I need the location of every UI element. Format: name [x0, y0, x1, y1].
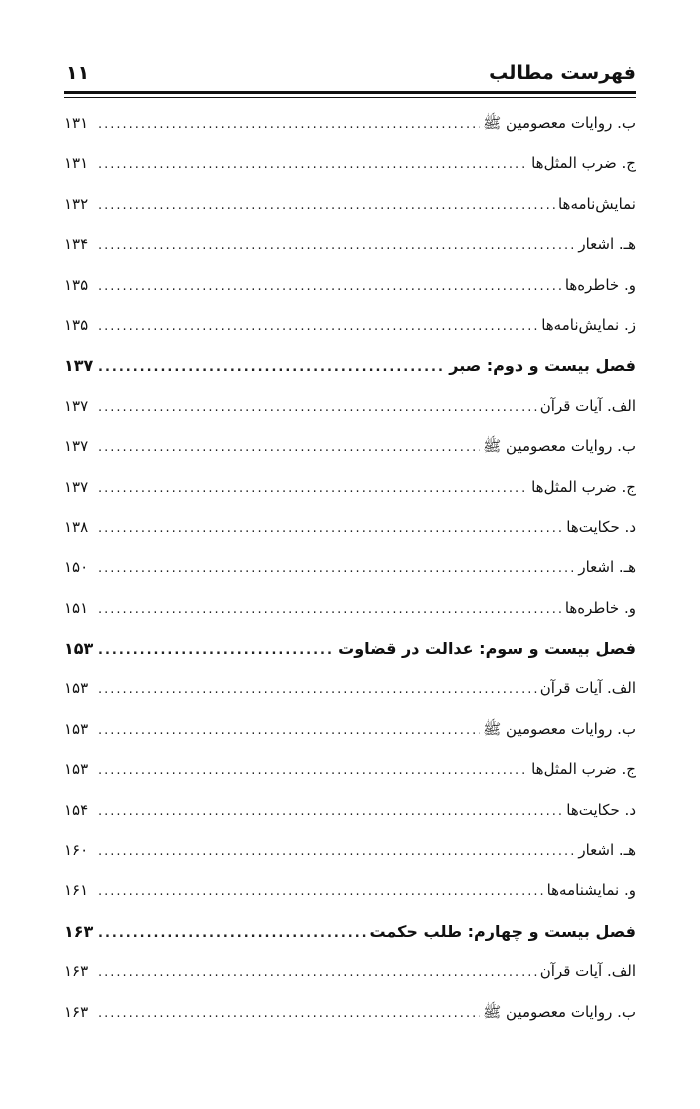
- toc-entry-page: ۱۳۴: [64, 235, 89, 254]
- toc-entry-title: نمایش‌نامه‌ها: [557, 194, 636, 213]
- toc-entry: [64, 881, 636, 921]
- toc-entry-title: الف. آیات قرآن: [539, 962, 636, 981]
- toc-entry-page: ۱۵۴: [64, 800, 89, 819]
- toc-chapter-title: فصل بیست و چهارم: طلب حکمت: [369, 921, 636, 941]
- toc-entry-title: ج. ضرب المثل‌ها: [531, 760, 636, 779]
- toc-entry-page: ۱۶۳: [64, 1002, 89, 1021]
- toc-entry: [64, 114, 636, 154]
- toc-entry-page: ۱۳۷: [64, 396, 89, 415]
- toc-entry-page: ۱۳۷: [64, 356, 94, 376]
- page-title: فهرست مطالب: [489, 62, 636, 84]
- toc-entry-page: ۱۳۵: [64, 275, 89, 294]
- toc-dot-leader: [98, 360, 446, 375]
- toc-dot-leader: [98, 279, 562, 294]
- toc-entry: [64, 841, 636, 881]
- toc-entry-page: ۱۳۷: [64, 437, 89, 456]
- toc-entry-title: الف. آیات قرآن: [539, 679, 636, 698]
- toc-entry-page: ۱۵۳: [64, 639, 94, 659]
- toc-entry: [64, 397, 636, 437]
- header-rule-thin: [64, 97, 636, 98]
- toc-entry-page: ۱۵۳: [64, 760, 89, 779]
- toc-dot-leader: [98, 117, 480, 132]
- toc-entry-page: ۱۶۱: [64, 881, 89, 900]
- toc-entry-page: ۱۵۱: [64, 598, 89, 617]
- toc-entry-title: ب. روایات معصومین ﷺ: [483, 1002, 636, 1021]
- toc-entry: [64, 801, 636, 841]
- toc-dot-leader: [98, 521, 563, 536]
- toc-dot-leader: [98, 763, 528, 778]
- toc-entry-title: الف. آیات قرآن: [539, 396, 636, 415]
- toc-entry-page: ۱۳۲: [64, 194, 89, 213]
- toc-entry-page: ۱۳۷: [64, 477, 89, 496]
- toc-dot-leader: [98, 844, 575, 859]
- toc-entry: [64, 195, 636, 235]
- toc-entry-title: د. حکایت‌ها: [566, 800, 636, 819]
- toc-dot-leader: [98, 1006, 480, 1021]
- toc-entry-title: هـ. اشعار: [578, 558, 636, 577]
- toc-dot-leader: [98, 157, 528, 172]
- toc-entry: [64, 154, 636, 194]
- toc-entry: [64, 1003, 636, 1043]
- toc-entry-title: ب. روایات معصومین ﷺ: [483, 719, 636, 738]
- toc-entry-page: ۱۳۱: [64, 154, 89, 173]
- toc-entry: [64, 437, 636, 477]
- toc-entry-page: ۱۳۱: [64, 114, 89, 132]
- toc-dot-leader: [98, 602, 562, 617]
- toc-entry: [64, 760, 636, 800]
- toc-entry: [64, 478, 636, 518]
- toc-dot-leader: [98, 319, 538, 334]
- toc-entry-page: ۱۵۳: [64, 719, 89, 738]
- toc-entry-title: هـ. اشعار: [578, 235, 636, 254]
- toc-entry: [64, 962, 636, 1002]
- toc-entry-title: و. خاطره‌ها: [564, 275, 636, 294]
- toc-entry: [64, 679, 636, 719]
- toc-dot-leader: [98, 400, 537, 415]
- toc-entry-title: د. حکایت‌ها: [566, 517, 636, 536]
- toc-dot-leader: [98, 440, 480, 455]
- toc-entry: [64, 235, 636, 275]
- toc-entry-title: و. خاطره‌ها: [564, 598, 636, 617]
- toc-entry-page: ۱۵۰: [64, 558, 89, 577]
- toc-entry: [64, 316, 636, 356]
- toc-entry-page: ۱۶۳: [64, 921, 94, 941]
- toc-entry-title: ب. روایات معصومین ﷺ: [483, 114, 636, 132]
- toc-dot-leader: [98, 682, 537, 697]
- header-page-number: ۱۱: [66, 62, 90, 84]
- toc-dot-leader: [98, 643, 335, 658]
- toc-entry: [64, 276, 636, 316]
- toc-chapter-heading: [64, 639, 636, 679]
- toc-entry-page: ۱۶۳: [64, 962, 89, 981]
- toc-entry-page: ۱۳۸: [64, 517, 89, 536]
- toc-dot-leader: [98, 198, 555, 213]
- toc-dot-leader: [98, 238, 575, 253]
- table-of-contents: [64, 114, 636, 1043]
- toc-dot-leader: [98, 804, 563, 819]
- toc-chapter-heading: [64, 922, 636, 962]
- page-header: [64, 58, 636, 88]
- toc-dot-leader: [98, 965, 537, 980]
- toc-entry-page: ۱۳۵: [64, 315, 89, 334]
- toc-entry: [64, 558, 636, 598]
- toc-dot-leader: [98, 884, 544, 899]
- toc-entry: [64, 720, 636, 760]
- header-rule-thick: [64, 91, 636, 94]
- toc-chapter-title: فصل بیست و سوم: عدالت در قضاوت: [338, 639, 636, 659]
- toc-entry: [64, 599, 636, 639]
- toc-dot-leader: [98, 561, 575, 576]
- toc-entry-title: ج. ضرب المثل‌ها: [531, 477, 636, 496]
- toc-entry-title: و. نمایشنامه‌ها: [546, 881, 636, 900]
- toc-entry-page: ۱۵۳: [64, 679, 89, 698]
- toc-entry-page: ۱۶۰: [64, 841, 89, 860]
- toc-dot-leader: [98, 723, 480, 738]
- toc-dot-leader: [98, 926, 366, 941]
- toc-chapter-heading: [64, 356, 636, 396]
- toc-entry-title: ب. روایات معصومین ﷺ: [483, 437, 636, 456]
- toc-entry-title: ز. نمایش‌نامه‌ها: [541, 315, 636, 334]
- toc-entry-title: ج. ضرب المثل‌ها: [531, 154, 636, 173]
- toc-entry-title: هـ. اشعار: [578, 841, 636, 860]
- toc-dot-leader: [98, 481, 528, 496]
- toc-chapter-title: فصل بیست و دوم: صبر: [449, 356, 636, 376]
- toc-entry: [64, 518, 636, 558]
